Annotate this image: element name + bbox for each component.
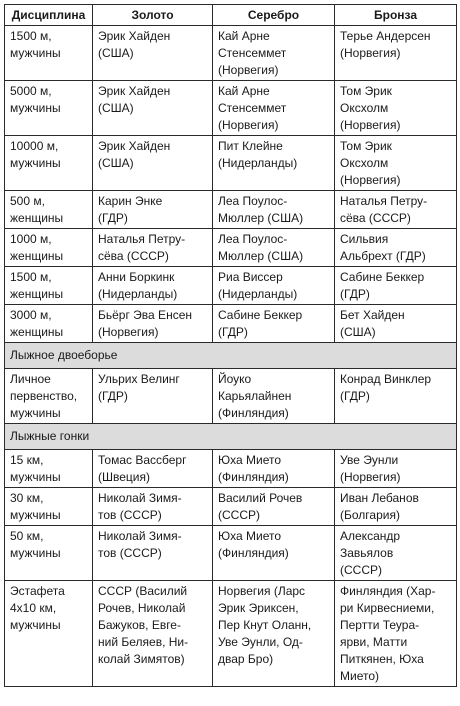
cell-bronze: Наталья Петру- сёва (СССР) — [335, 191, 457, 229]
cell-silver: Юха Мието (Финляндия) — [213, 450, 335, 488]
cell-gold: Анни Боркинк (Нидерланды) — [93, 267, 213, 305]
cell-bronze: Сабине Беккер (ГДР) — [335, 267, 457, 305]
cell-gold: Николай Зимя- тов (СССР) — [93, 526, 213, 581]
cell-bronze: Александр Завьялов (СССР) — [335, 526, 457, 581]
cell-gold: Ульрих Велинг (ГДР) — [93, 369, 213, 424]
table-row — [5, 526, 457, 581]
cell-gold: Бьёрг Эва Енсен (Норвегия) — [93, 305, 213, 343]
cell-silver: Пит Клейне (Нидерланды) — [213, 136, 335, 191]
medal-table — [4, 4, 457, 687]
cell-bronze: Том Эрик Оксхолм (Норвегия) — [335, 136, 457, 191]
cell-gold: Эрик Хайден (США) — [93, 81, 213, 136]
cell-gold: Томас Вассберг (Швеция) — [93, 450, 213, 488]
section-row-nordic-combined — [5, 343, 457, 369]
cell-discipline: 1000 м, женщины — [5, 229, 93, 267]
header-discipline: Дисциплина — [5, 5, 93, 26]
table-row — [5, 191, 457, 229]
cell-silver: Кай Арне Стенсеммет (Норвегия) — [213, 81, 335, 136]
cell-bronze: Сильвия Альбрехт (ГДР) — [335, 229, 457, 267]
table-row — [5, 136, 457, 191]
table-row — [5, 581, 457, 687]
cell-silver: Риа Виссер (Нидерланды) — [213, 267, 335, 305]
header-bronze: Бронза — [335, 5, 457, 26]
cell-discipline: 30 км, мужчины — [5, 488, 93, 526]
cell-discipline: 15 км, мужчины — [5, 450, 93, 488]
section-title: Лыжные гонки — [5, 424, 457, 450]
table-row — [5, 450, 457, 488]
table-row — [5, 267, 457, 305]
cell-bronze: Иван Лебанов (Болгария) — [335, 488, 457, 526]
cell-silver: Леа Поулос- Мюллер (США) — [213, 191, 335, 229]
cell-gold: Николай Зимя- тов (СССР) — [93, 488, 213, 526]
table-row — [5, 369, 457, 424]
cell-silver: Юха Мието (Финляндия) — [213, 526, 335, 581]
cell-gold: Эрик Хайден (США) — [93, 26, 213, 81]
cell-gold: СССР (Василий Рочев, Николай Бажуков, Евге- ний Беляев, Ни- колай Зимятов) — [93, 581, 213, 687]
cell-silver: Йоуко Карьялайнен (Финляндия) — [213, 369, 335, 424]
cell-bronze: Том Эрик Оксхолм (Норвегия) — [335, 81, 457, 136]
table-row — [5, 229, 457, 267]
cell-discipline: 1500 м, женщины — [5, 267, 93, 305]
cell-discipline: 10000 м, мужчины — [5, 136, 93, 191]
cell-bronze: Терье Андерсен (Норвегия) — [335, 26, 457, 81]
cell-discipline: 3000 м, женщины — [5, 305, 93, 343]
section-row-cross-country — [5, 424, 457, 450]
table-row — [5, 305, 457, 343]
cell-discipline: Личное первенство, мужчины — [5, 369, 93, 424]
cell-bronze: Конрад Винклер (ГДР) — [335, 369, 457, 424]
cell-silver: Кай Арне Стенсеммет (Норвегия) — [213, 26, 335, 81]
cell-discipline: 5000 м, мужчины — [5, 81, 93, 136]
table-row — [5, 488, 457, 526]
table-row — [5, 81, 457, 136]
cell-silver: Норвегия (Ларс Эрик Эриксен, Пер Кнут Оланн, Уве Эунли, Од- двар Бро) — [213, 581, 335, 687]
header-silver: Серебро — [213, 5, 335, 26]
cell-silver: Василий Рочев (СССР) — [213, 488, 335, 526]
cell-bronze: Финляндия (Хар- ри Кирвесниеми, Пертти Теура- ярви, Матти Питкянен, Юха Мието) — [335, 581, 457, 687]
table-row — [5, 26, 457, 81]
header-row — [5, 5, 457, 26]
cell-discipline: 50 км, мужчины — [5, 526, 93, 581]
cell-discipline: 1500 м, мужчины — [5, 26, 93, 81]
cell-gold: Эрик Хайден (США) — [93, 136, 213, 191]
cell-gold: Наталья Петру- сёва (СССР) — [93, 229, 213, 267]
cell-gold: Карин Энке (ГДР) — [93, 191, 213, 229]
cell-bronze: Бет Хайден (США) — [335, 305, 457, 343]
cell-discipline: Эстафета 4x10 км, мужчины — [5, 581, 93, 687]
header-gold: Золото — [93, 5, 213, 26]
cell-silver: Леа Поулос- Мюллер (США) — [213, 229, 335, 267]
section-title: Лыжное двоеборье — [5, 343, 457, 369]
cell-silver: Сабине Беккер (ГДР) — [213, 305, 335, 343]
cell-discipline: 500 м, женщины — [5, 191, 93, 229]
cell-bronze: Уве Эунли (Норвегия) — [335, 450, 457, 488]
